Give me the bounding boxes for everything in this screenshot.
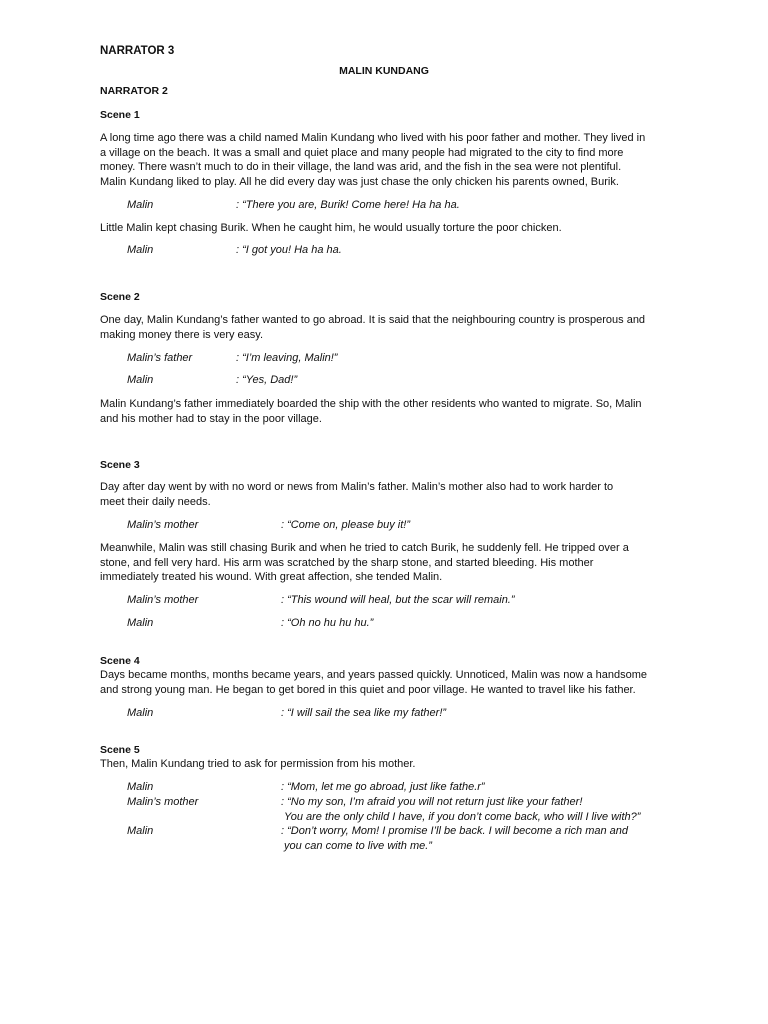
scene-1-heading: Scene 1 xyxy=(100,109,140,121)
paragraph-line: Days became months, months became years, and years passed quickly. Unnoticed, Malin was now a handsome xyxy=(100,669,648,681)
dialogue-text: : “Mom, let me go abroad, just like fathe.r” xyxy=(281,781,485,793)
narrator-3-heading: NARRATOR 3 xyxy=(100,45,175,57)
speaker-name: Malin xyxy=(127,707,154,719)
scene-5-heading: Scene 5 xyxy=(100,744,140,756)
paragraph-line: making money there is very easy. xyxy=(100,328,264,341)
paragraph-line: A long time ago there was a child named Malin Kundang who lived with his poor father and mother. They lived in xyxy=(100,132,646,144)
speaker-name: Malin’s father xyxy=(127,352,193,364)
dialogue-text: : “There you are, Burik! Come here! Ha ha ha. xyxy=(236,199,460,211)
paragraph-line: money. There wasn’t much to do in their village, the land was arid, and the fish in the sea were not plentiful. xyxy=(100,161,622,173)
paragraph-line: Then, Malin Kundang tried to ask for permission from his mother. xyxy=(100,758,416,770)
speaker-name: Malin xyxy=(127,617,154,629)
paragraph-line: One day, Malin Kundang’s father wanted to go abroad. It is said that the neighbouring country is prosperous and xyxy=(100,314,646,326)
paragraph-line: Day after day went by with no word or news from Malin’s father. Malin’s mother also had to work harder to xyxy=(100,481,614,493)
dialogue-text: : “I got you! Ha ha ha. xyxy=(236,244,342,256)
speaker-name: Malin xyxy=(127,825,154,837)
dialogue-text: : “Come on, please buy it!” xyxy=(281,519,411,531)
paragraph-line: a village on the beach. It was a small and quiet place and many people had migrated to the city to find more xyxy=(100,146,624,159)
narrator-2-heading: NARRATOR 2 xyxy=(100,85,168,97)
speaker-name: Malin xyxy=(127,781,154,793)
scene-4-heading: Scene 4 xyxy=(100,655,140,667)
paragraph-line: Malin Kundang liked to play. All he did every day was just chase the only chicken his parents owned, Burik. xyxy=(100,175,619,188)
paragraph-line: Little Malin kept chasing Burik. When he caught him, he would usually torture the poor chicken. xyxy=(100,222,562,234)
dialogue-text: : “I will sail the sea like my father!” xyxy=(281,707,447,719)
dialogue-text: : “Don’t worry, Mom! I promise I’ll be back. I will become a rich man and xyxy=(281,825,629,837)
paragraph-line: and his mother had to stay in the poor village. xyxy=(100,412,322,425)
paragraph-line: immediately treated his wound. With great affection, she tended Malin. xyxy=(100,571,443,583)
dialogue-text-continued: you can come to live with me.” xyxy=(284,839,432,852)
dialogue-text: : “I’m leaving, Malin!” xyxy=(236,352,338,364)
speaker-name: Malin’s mother xyxy=(127,594,199,606)
paragraph-line: and strong young man. He began to get bored in this quiet and poor village. He wanted to travel like his father. xyxy=(100,683,636,696)
scene-3-heading: Scene 3 xyxy=(100,459,140,471)
speaker-name: Malin xyxy=(127,374,154,386)
paragraph-line: meet their daily needs. xyxy=(100,495,211,508)
paragraph-line: stone, and fell very hard. His arm was scratched by the sharp stone, and started bleeding. His mother xyxy=(100,556,594,569)
dialogue-text: : “No my son, I’m afraid you will not return just like your father! xyxy=(281,796,583,808)
paragraph-line: Meanwhile, Malin was still chasing Burik and when he tried to catch Burik, he suddenly fell. He tripped over a xyxy=(100,542,629,554)
speaker-name: Malin’s mother xyxy=(127,519,199,531)
scene-2-heading: Scene 2 xyxy=(100,291,140,303)
speaker-name: Malin’s mother xyxy=(127,796,199,808)
dialogue-text: : “Yes, Dad!” xyxy=(236,374,298,386)
dialogue-text-continued: You are the only child I have, if you don’t come back, who will I live with?” xyxy=(284,810,641,823)
speaker-name: Malin xyxy=(127,199,154,211)
paragraph-line: Malin Kundang’s father immediately boarded the ship with the other residents who wanted to migrate. So, Malin xyxy=(100,398,642,410)
dialogue-text: : “Oh no hu hu hu.” xyxy=(281,617,374,629)
dialogue-text: : “This wound will heal, but the scar will remain.” xyxy=(281,594,515,606)
story-title: MALIN KUNDANG xyxy=(339,65,429,77)
speaker-name: Malin xyxy=(127,244,154,256)
